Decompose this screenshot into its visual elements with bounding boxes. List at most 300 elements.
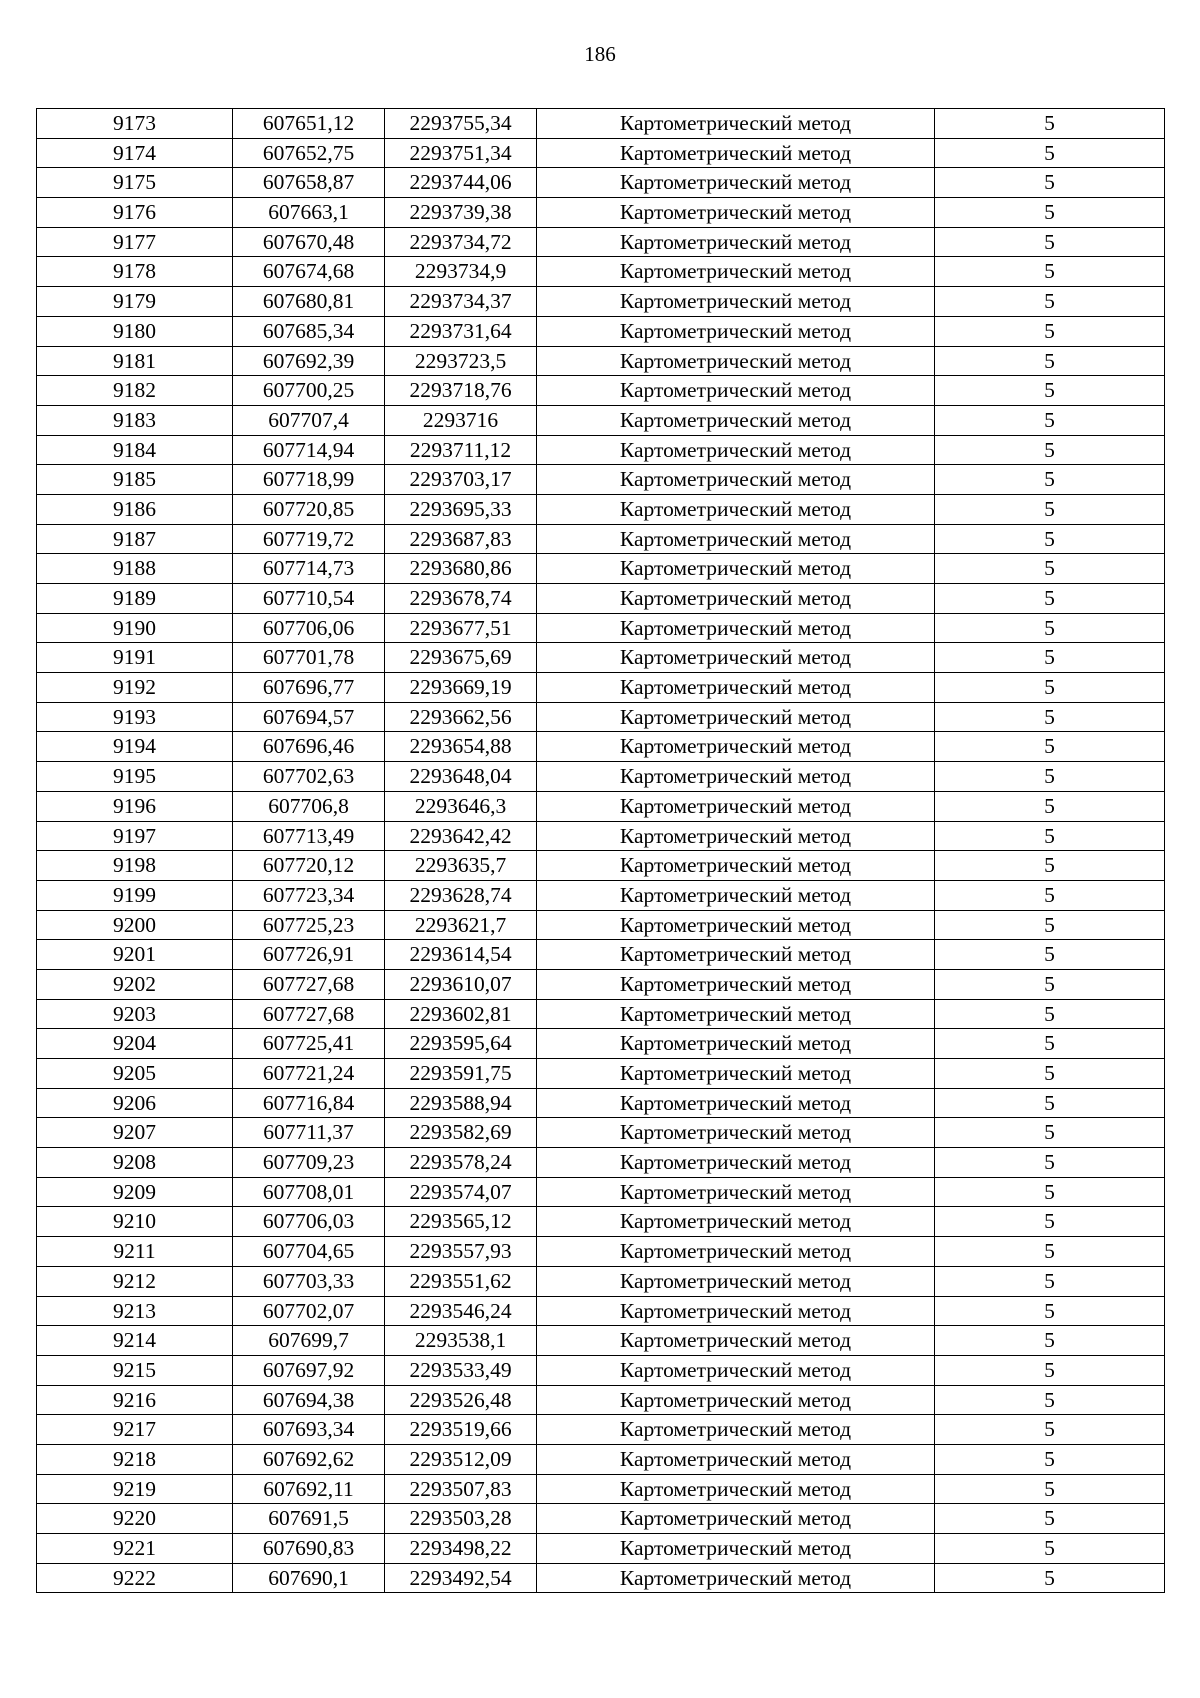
point-number-cell: 9213 bbox=[37, 1296, 233, 1326]
accuracy-cell: 5 bbox=[935, 1118, 1165, 1148]
accuracy-cell: 5 bbox=[935, 940, 1165, 970]
point-number-cell: 9203 bbox=[37, 999, 233, 1029]
x-coordinate-cell: 607725,41 bbox=[233, 1029, 385, 1059]
table-row bbox=[37, 494, 1165, 524]
table-row bbox=[37, 257, 1165, 287]
table-row bbox=[37, 1177, 1165, 1207]
method-cell: Картометрический метод bbox=[537, 613, 935, 643]
x-coordinate-cell: 607706,06 bbox=[233, 613, 385, 643]
point-number-cell: 9181 bbox=[37, 346, 233, 376]
accuracy-cell: 5 bbox=[935, 969, 1165, 999]
table-row bbox=[37, 109, 1165, 139]
y-coordinate-cell: 2293610,07 bbox=[385, 969, 537, 999]
x-coordinate-cell: 607694,38 bbox=[233, 1385, 385, 1415]
x-coordinate-cell: 607694,57 bbox=[233, 702, 385, 732]
accuracy-cell: 5 bbox=[935, 1177, 1165, 1207]
y-coordinate-cell: 2293498,22 bbox=[385, 1534, 537, 1564]
x-coordinate-cell: 607674,68 bbox=[233, 257, 385, 287]
accuracy-cell: 5 bbox=[935, 287, 1165, 317]
y-coordinate-cell: 2293695,33 bbox=[385, 494, 537, 524]
accuracy-cell: 5 bbox=[935, 702, 1165, 732]
table-row bbox=[37, 1296, 1165, 1326]
table-row bbox=[37, 732, 1165, 762]
x-coordinate-cell: 607720,12 bbox=[233, 851, 385, 881]
y-coordinate-cell: 2293551,62 bbox=[385, 1266, 537, 1296]
method-cell: Картометрический метод bbox=[537, 1207, 935, 1237]
table-row bbox=[37, 1504, 1165, 1534]
point-number-cell: 9182 bbox=[37, 376, 233, 406]
point-number-cell: 9218 bbox=[37, 1444, 233, 1474]
y-coordinate-cell: 2293662,56 bbox=[385, 702, 537, 732]
x-coordinate-cell: 607706,8 bbox=[233, 791, 385, 821]
x-coordinate-cell: 607652,75 bbox=[233, 138, 385, 168]
table-row bbox=[37, 227, 1165, 257]
accuracy-cell: 5 bbox=[935, 673, 1165, 703]
accuracy-cell: 5 bbox=[935, 1237, 1165, 1267]
y-coordinate-cell: 2293526,48 bbox=[385, 1385, 537, 1415]
table-row bbox=[37, 554, 1165, 584]
x-coordinate-cell: 607651,12 bbox=[233, 109, 385, 139]
method-cell: Картометрический метод bbox=[537, 376, 935, 406]
table-row bbox=[37, 999, 1165, 1029]
method-cell: Картометрический метод bbox=[537, 821, 935, 851]
accuracy-cell: 5 bbox=[935, 1385, 1165, 1415]
y-coordinate-cell: 2293507,83 bbox=[385, 1474, 537, 1504]
y-coordinate-cell: 2293703,17 bbox=[385, 465, 537, 495]
y-coordinate-cell: 2293723,5 bbox=[385, 346, 537, 376]
coordinates-table bbox=[36, 108, 1165, 1593]
method-cell: Картометрический метод bbox=[537, 969, 935, 999]
method-cell: Картометрический метод bbox=[537, 1534, 935, 1564]
accuracy-cell: 5 bbox=[935, 999, 1165, 1029]
table-row bbox=[37, 1059, 1165, 1089]
y-coordinate-cell: 2293687,83 bbox=[385, 524, 537, 554]
table-row bbox=[37, 1088, 1165, 1118]
method-cell: Картометрический метод bbox=[537, 109, 935, 139]
y-coordinate-cell: 2293755,34 bbox=[385, 109, 537, 139]
point-number-cell: 9211 bbox=[37, 1237, 233, 1267]
y-coordinate-cell: 2293739,38 bbox=[385, 198, 537, 228]
x-coordinate-cell: 607702,07 bbox=[233, 1296, 385, 1326]
accuracy-cell: 5 bbox=[935, 227, 1165, 257]
accuracy-cell: 5 bbox=[935, 405, 1165, 435]
point-number-cell: 9196 bbox=[37, 791, 233, 821]
x-coordinate-cell: 607725,23 bbox=[233, 910, 385, 940]
accuracy-cell: 5 bbox=[935, 1504, 1165, 1534]
method-cell: Картометрический метод bbox=[537, 1474, 935, 1504]
y-coordinate-cell: 2293578,24 bbox=[385, 1148, 537, 1178]
table-row bbox=[37, 969, 1165, 999]
method-cell: Картометрический метод bbox=[537, 494, 935, 524]
method-cell: Картометрический метод bbox=[537, 732, 935, 762]
y-coordinate-cell: 2293711,12 bbox=[385, 435, 537, 465]
y-coordinate-cell: 2293635,7 bbox=[385, 851, 537, 881]
x-coordinate-cell: 607721,24 bbox=[233, 1059, 385, 1089]
accuracy-cell: 5 bbox=[935, 138, 1165, 168]
x-coordinate-cell: 607690,1 bbox=[233, 1563, 385, 1593]
point-number-cell: 9178 bbox=[37, 257, 233, 287]
method-cell: Картометрический метод bbox=[537, 1177, 935, 1207]
point-number-cell: 9215 bbox=[37, 1355, 233, 1385]
point-number-cell: 9183 bbox=[37, 405, 233, 435]
accuracy-cell: 5 bbox=[935, 554, 1165, 584]
table-row bbox=[37, 673, 1165, 703]
method-cell: Картометрический метод bbox=[537, 940, 935, 970]
method-cell: Картометрический метод bbox=[537, 851, 935, 881]
point-number-cell: 9191 bbox=[37, 643, 233, 673]
x-coordinate-cell: 607692,39 bbox=[233, 346, 385, 376]
point-number-cell: 9219 bbox=[37, 1474, 233, 1504]
point-number-cell: 9199 bbox=[37, 880, 233, 910]
method-cell: Картометрический метод bbox=[537, 168, 935, 198]
accuracy-cell: 5 bbox=[935, 791, 1165, 821]
accuracy-cell: 5 bbox=[935, 1474, 1165, 1504]
point-number-cell: 9198 bbox=[37, 851, 233, 881]
table-row bbox=[37, 1444, 1165, 1474]
method-cell: Картометрический метод bbox=[537, 346, 935, 376]
y-coordinate-cell: 2293677,51 bbox=[385, 613, 537, 643]
method-cell: Картометрический метод bbox=[537, 554, 935, 584]
method-cell: Картометрический метод bbox=[537, 316, 935, 346]
table-row bbox=[37, 791, 1165, 821]
x-coordinate-cell: 607726,91 bbox=[233, 940, 385, 970]
table-row bbox=[37, 702, 1165, 732]
method-cell: Картометрический метод bbox=[537, 673, 935, 703]
method-cell: Картометрический метод bbox=[537, 880, 935, 910]
point-number-cell: 9174 bbox=[37, 138, 233, 168]
y-coordinate-cell: 2293731,64 bbox=[385, 316, 537, 346]
method-cell: Картометрический метод bbox=[537, 1118, 935, 1148]
method-cell: Картометрический метод bbox=[537, 1385, 935, 1415]
y-coordinate-cell: 2293751,34 bbox=[385, 138, 537, 168]
x-coordinate-cell: 607709,23 bbox=[233, 1148, 385, 1178]
x-coordinate-cell: 607699,7 bbox=[233, 1326, 385, 1356]
x-coordinate-cell: 607714,94 bbox=[233, 435, 385, 465]
point-number-cell: 9216 bbox=[37, 1385, 233, 1415]
x-coordinate-cell: 607723,34 bbox=[233, 880, 385, 910]
accuracy-cell: 5 bbox=[935, 1444, 1165, 1474]
method-cell: Картометрический метод bbox=[537, 1237, 935, 1267]
table-row bbox=[37, 851, 1165, 881]
accuracy-cell: 5 bbox=[935, 376, 1165, 406]
accuracy-cell: 5 bbox=[935, 821, 1165, 851]
point-number-cell: 9194 bbox=[37, 732, 233, 762]
point-number-cell: 9187 bbox=[37, 524, 233, 554]
point-number-cell: 9207 bbox=[37, 1118, 233, 1148]
accuracy-cell: 5 bbox=[935, 109, 1165, 139]
y-coordinate-cell: 2293512,09 bbox=[385, 1444, 537, 1474]
point-number-cell: 9195 bbox=[37, 762, 233, 792]
point-number-cell: 9204 bbox=[37, 1029, 233, 1059]
table-row bbox=[37, 1474, 1165, 1504]
point-number-cell: 9208 bbox=[37, 1148, 233, 1178]
table-row bbox=[37, 613, 1165, 643]
x-coordinate-cell: 607691,5 bbox=[233, 1504, 385, 1534]
accuracy-cell: 5 bbox=[935, 524, 1165, 554]
x-coordinate-cell: 607693,34 bbox=[233, 1415, 385, 1445]
accuracy-cell: 5 bbox=[935, 1029, 1165, 1059]
y-coordinate-cell: 2293533,49 bbox=[385, 1355, 537, 1385]
accuracy-cell: 5 bbox=[935, 732, 1165, 762]
y-coordinate-cell: 2293734,37 bbox=[385, 287, 537, 317]
x-coordinate-cell: 607703,33 bbox=[233, 1266, 385, 1296]
method-cell: Картометрический метод bbox=[537, 1266, 935, 1296]
table-row bbox=[37, 643, 1165, 673]
method-cell: Картометрический метод bbox=[537, 227, 935, 257]
y-coordinate-cell: 2293582,69 bbox=[385, 1118, 537, 1148]
accuracy-cell: 5 bbox=[935, 465, 1165, 495]
y-coordinate-cell: 2293675,69 bbox=[385, 643, 537, 673]
method-cell: Картометрический метод bbox=[537, 643, 935, 673]
point-number-cell: 9209 bbox=[37, 1177, 233, 1207]
point-number-cell: 9175 bbox=[37, 168, 233, 198]
accuracy-cell: 5 bbox=[935, 198, 1165, 228]
table-row bbox=[37, 168, 1165, 198]
x-coordinate-cell: 607658,87 bbox=[233, 168, 385, 198]
method-cell: Картометрический метод bbox=[537, 1088, 935, 1118]
x-coordinate-cell: 607714,73 bbox=[233, 554, 385, 584]
point-number-cell: 9222 bbox=[37, 1563, 233, 1593]
table-row bbox=[37, 1266, 1165, 1296]
table-row bbox=[37, 1207, 1165, 1237]
table-row bbox=[37, 1385, 1165, 1415]
y-coordinate-cell: 2293546,24 bbox=[385, 1296, 537, 1326]
method-cell: Картометрический метод bbox=[537, 1355, 935, 1385]
table-row bbox=[37, 1415, 1165, 1445]
point-number-cell: 9220 bbox=[37, 1504, 233, 1534]
x-coordinate-cell: 607663,1 bbox=[233, 198, 385, 228]
y-coordinate-cell: 2293646,3 bbox=[385, 791, 537, 821]
table-row bbox=[37, 346, 1165, 376]
y-coordinate-cell: 2293716 bbox=[385, 405, 537, 435]
y-coordinate-cell: 2293734,72 bbox=[385, 227, 537, 257]
accuracy-cell: 5 bbox=[935, 584, 1165, 614]
method-cell: Картометрический метод bbox=[537, 465, 935, 495]
point-number-cell: 9176 bbox=[37, 198, 233, 228]
method-cell: Картометрический метод bbox=[537, 791, 935, 821]
x-coordinate-cell: 607713,49 bbox=[233, 821, 385, 851]
y-coordinate-cell: 2293654,88 bbox=[385, 732, 537, 762]
method-cell: Картометрический метод bbox=[537, 138, 935, 168]
accuracy-cell: 5 bbox=[935, 1059, 1165, 1089]
accuracy-cell: 5 bbox=[935, 1563, 1165, 1593]
accuracy-cell: 5 bbox=[935, 643, 1165, 673]
x-coordinate-cell: 607696,77 bbox=[233, 673, 385, 703]
accuracy-cell: 5 bbox=[935, 1148, 1165, 1178]
x-coordinate-cell: 607696,46 bbox=[233, 732, 385, 762]
method-cell: Картометрический метод bbox=[537, 702, 935, 732]
point-number-cell: 9206 bbox=[37, 1088, 233, 1118]
y-coordinate-cell: 2293678,74 bbox=[385, 584, 537, 614]
x-coordinate-cell: 607704,65 bbox=[233, 1237, 385, 1267]
x-coordinate-cell: 607697,92 bbox=[233, 1355, 385, 1385]
method-cell: Картометрический метод bbox=[537, 198, 935, 228]
method-cell: Картометрический метод bbox=[537, 1029, 935, 1059]
accuracy-cell: 5 bbox=[935, 910, 1165, 940]
table-row bbox=[37, 1118, 1165, 1148]
y-coordinate-cell: 2293648,04 bbox=[385, 762, 537, 792]
y-coordinate-cell: 2293642,42 bbox=[385, 821, 537, 851]
y-coordinate-cell: 2293734,9 bbox=[385, 257, 537, 287]
x-coordinate-cell: 607670,48 bbox=[233, 227, 385, 257]
x-coordinate-cell: 607720,85 bbox=[233, 494, 385, 524]
y-coordinate-cell: 2293602,81 bbox=[385, 999, 537, 1029]
method-cell: Картометрический метод bbox=[537, 405, 935, 435]
method-cell: Картометрический метод bbox=[537, 1059, 935, 1089]
accuracy-cell: 5 bbox=[935, 1534, 1165, 1564]
point-number-cell: 9217 bbox=[37, 1415, 233, 1445]
point-number-cell: 9180 bbox=[37, 316, 233, 346]
point-number-cell: 9212 bbox=[37, 1266, 233, 1296]
accuracy-cell: 5 bbox=[935, 316, 1165, 346]
y-coordinate-cell: 2293519,66 bbox=[385, 1415, 537, 1445]
point-number-cell: 9186 bbox=[37, 494, 233, 524]
x-coordinate-cell: 607727,68 bbox=[233, 999, 385, 1029]
point-number-cell: 9197 bbox=[37, 821, 233, 851]
method-cell: Картометрический метод bbox=[537, 910, 935, 940]
accuracy-cell: 5 bbox=[935, 613, 1165, 643]
x-coordinate-cell: 607710,54 bbox=[233, 584, 385, 614]
table-row bbox=[37, 1563, 1165, 1593]
point-number-cell: 9173 bbox=[37, 109, 233, 139]
y-coordinate-cell: 2293614,54 bbox=[385, 940, 537, 970]
table-row bbox=[37, 584, 1165, 614]
method-cell: Картометрический метод bbox=[537, 257, 935, 287]
accuracy-cell: 5 bbox=[935, 494, 1165, 524]
accuracy-cell: 5 bbox=[935, 1355, 1165, 1385]
table-row bbox=[37, 1237, 1165, 1267]
method-cell: Картометрический метод bbox=[537, 1415, 935, 1445]
x-coordinate-cell: 607707,4 bbox=[233, 405, 385, 435]
table-row bbox=[37, 1326, 1165, 1356]
x-coordinate-cell: 607685,34 bbox=[233, 316, 385, 346]
accuracy-cell: 5 bbox=[935, 1296, 1165, 1326]
x-coordinate-cell: 607701,78 bbox=[233, 643, 385, 673]
point-number-cell: 9184 bbox=[37, 435, 233, 465]
method-cell: Картометрический метод bbox=[537, 1444, 935, 1474]
method-cell: Картометрический метод bbox=[537, 1296, 935, 1326]
accuracy-cell: 5 bbox=[935, 1415, 1165, 1445]
x-coordinate-cell: 607692,11 bbox=[233, 1474, 385, 1504]
y-coordinate-cell: 2293591,75 bbox=[385, 1059, 537, 1089]
accuracy-cell: 5 bbox=[935, 1326, 1165, 1356]
point-number-cell: 9190 bbox=[37, 613, 233, 643]
accuracy-cell: 5 bbox=[935, 762, 1165, 792]
point-number-cell: 9185 bbox=[37, 465, 233, 495]
y-coordinate-cell: 2293744,06 bbox=[385, 168, 537, 198]
method-cell: Картометрический метод bbox=[537, 524, 935, 554]
table-row bbox=[37, 1534, 1165, 1564]
table-row bbox=[37, 762, 1165, 792]
y-coordinate-cell: 2293492,54 bbox=[385, 1563, 537, 1593]
method-cell: Картометрический метод bbox=[537, 1148, 935, 1178]
method-cell: Картометрический метод bbox=[537, 1326, 935, 1356]
table-row bbox=[37, 821, 1165, 851]
accuracy-cell: 5 bbox=[935, 435, 1165, 465]
table-row bbox=[37, 880, 1165, 910]
x-coordinate-cell: 607708,01 bbox=[233, 1177, 385, 1207]
table-row bbox=[37, 435, 1165, 465]
y-coordinate-cell: 2293503,28 bbox=[385, 1504, 537, 1534]
accuracy-cell: 5 bbox=[935, 851, 1165, 881]
y-coordinate-cell: 2293680,86 bbox=[385, 554, 537, 584]
x-coordinate-cell: 607727,68 bbox=[233, 969, 385, 999]
x-coordinate-cell: 607718,99 bbox=[233, 465, 385, 495]
method-cell: Картометрический метод bbox=[537, 1563, 935, 1593]
table-row bbox=[37, 287, 1165, 317]
point-number-cell: 9189 bbox=[37, 584, 233, 614]
x-coordinate-cell: 607719,72 bbox=[233, 524, 385, 554]
table-row bbox=[37, 376, 1165, 406]
table-row bbox=[37, 198, 1165, 228]
point-number-cell: 9192 bbox=[37, 673, 233, 703]
point-number-cell: 9201 bbox=[37, 940, 233, 970]
method-cell: Картометрический метод bbox=[537, 999, 935, 1029]
table-row bbox=[37, 524, 1165, 554]
method-cell: Картометрический метод bbox=[537, 584, 935, 614]
y-coordinate-cell: 2293628,74 bbox=[385, 880, 537, 910]
y-coordinate-cell: 2293669,19 bbox=[385, 673, 537, 703]
x-coordinate-cell: 607716,84 bbox=[233, 1088, 385, 1118]
y-coordinate-cell: 2293595,64 bbox=[385, 1029, 537, 1059]
y-coordinate-cell: 2293565,12 bbox=[385, 1207, 537, 1237]
accuracy-cell: 5 bbox=[935, 1207, 1165, 1237]
point-number-cell: 9210 bbox=[37, 1207, 233, 1237]
point-number-cell: 9221 bbox=[37, 1534, 233, 1564]
table-row bbox=[37, 138, 1165, 168]
x-coordinate-cell: 607706,03 bbox=[233, 1207, 385, 1237]
table-row bbox=[37, 1029, 1165, 1059]
table-row bbox=[37, 910, 1165, 940]
y-coordinate-cell: 2293718,76 bbox=[385, 376, 537, 406]
y-coordinate-cell: 2293574,07 bbox=[385, 1177, 537, 1207]
point-number-cell: 9200 bbox=[37, 910, 233, 940]
point-number-cell: 9177 bbox=[37, 227, 233, 257]
table-row bbox=[37, 1148, 1165, 1178]
x-coordinate-cell: 607692,62 bbox=[233, 1444, 385, 1474]
method-cell: Картометрический метод bbox=[537, 1504, 935, 1534]
coordinates-table-body bbox=[37, 109, 1165, 1593]
point-number-cell: 9179 bbox=[37, 287, 233, 317]
point-number-cell: 9205 bbox=[37, 1059, 233, 1089]
x-coordinate-cell: 607700,25 bbox=[233, 376, 385, 406]
y-coordinate-cell: 2293588,94 bbox=[385, 1088, 537, 1118]
x-coordinate-cell: 607680,81 bbox=[233, 287, 385, 317]
accuracy-cell: 5 bbox=[935, 346, 1165, 376]
table-row bbox=[37, 940, 1165, 970]
y-coordinate-cell: 2293621,7 bbox=[385, 910, 537, 940]
method-cell: Картометрический метод bbox=[537, 287, 935, 317]
table-row bbox=[37, 465, 1165, 495]
accuracy-cell: 5 bbox=[935, 1266, 1165, 1296]
point-number-cell: 9214 bbox=[37, 1326, 233, 1356]
x-coordinate-cell: 607702,63 bbox=[233, 762, 385, 792]
point-number-cell: 9193 bbox=[37, 702, 233, 732]
y-coordinate-cell: 2293538,1 bbox=[385, 1326, 537, 1356]
table-row bbox=[37, 316, 1165, 346]
accuracy-cell: 5 bbox=[935, 1088, 1165, 1118]
accuracy-cell: 5 bbox=[935, 880, 1165, 910]
table-row bbox=[37, 405, 1165, 435]
x-coordinate-cell: 607690,83 bbox=[233, 1534, 385, 1564]
table-row bbox=[37, 1355, 1165, 1385]
x-coordinate-cell: 607711,37 bbox=[233, 1118, 385, 1148]
accuracy-cell: 5 bbox=[935, 257, 1165, 287]
method-cell: Картометрический метод bbox=[537, 762, 935, 792]
page-number: 186 bbox=[584, 42, 616, 66]
method-cell: Картометрический метод bbox=[537, 435, 935, 465]
accuracy-cell: 5 bbox=[935, 168, 1165, 198]
